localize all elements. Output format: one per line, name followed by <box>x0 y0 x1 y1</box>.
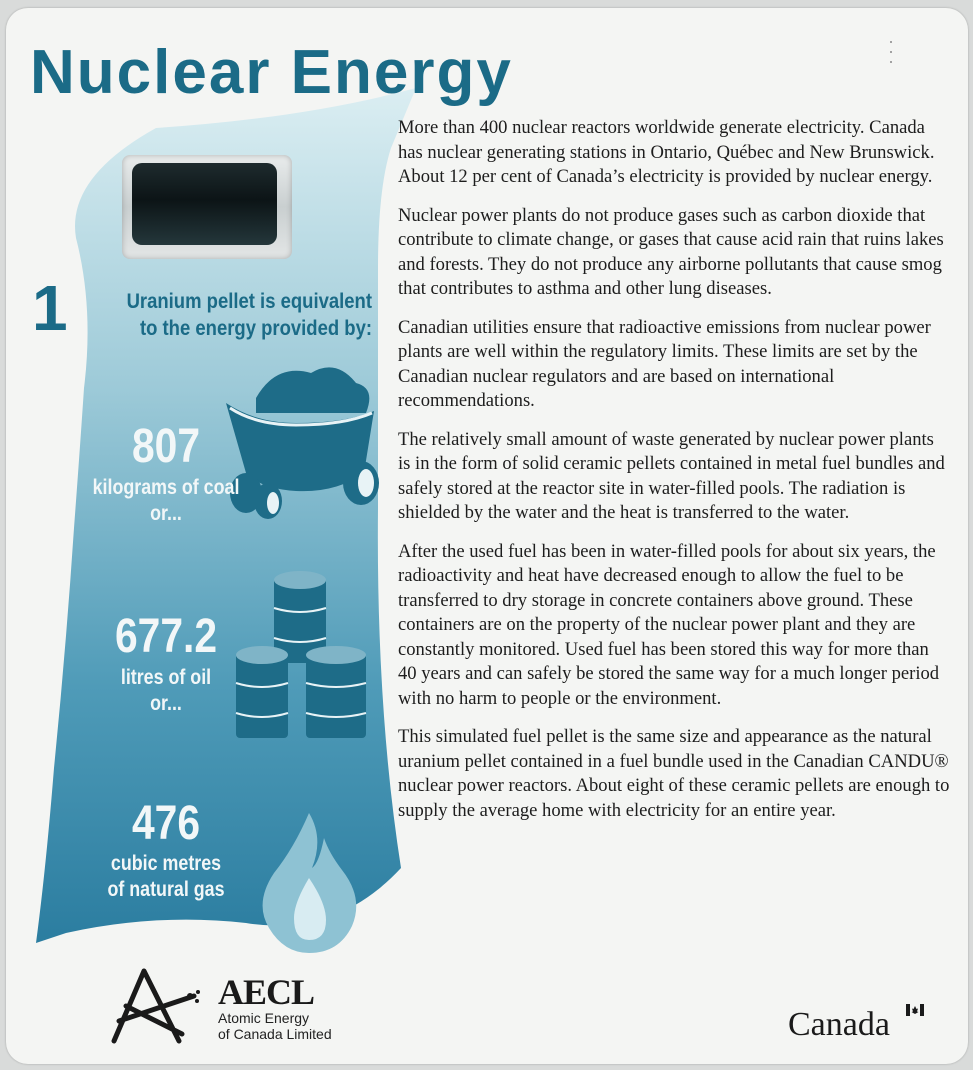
oil-barrels-icon <box>234 568 374 748</box>
paragraph-emissions: Nuclear power plants do not produce gases such as carbon dioxide that contribute to climate change, or gases that cause acid rain that ruins lakes and forests. They do not produce any airborne pollutants that cause smog that contributes to asthma and other lung diseases. <box>398 204 944 299</box>
coal-connector: or... <box>150 502 182 525</box>
aecl-logo-icon <box>104 966 209 1046</box>
canada-flag-icon <box>906 1004 924 1016</box>
paragraph-simulated-pellet: This simulated fuel pellet is the same size and appearance as the natural uranium pellet contained in a fuel bundle used in the Canadian CANDU® nuclear power reactors. About eight of these ceramic pellets are enough to supply the average home with electricity for an entire year. <box>398 726 950 821</box>
gas-unit-line1: cubic metres <box>110 852 222 875</box>
body-text-column <box>398 116 950 837</box>
oil-unit: litres of oil <box>120 666 212 689</box>
coal-value: 807 <box>131 420 201 473</box>
pellet-cylinder <box>132 163 277 245</box>
uranium-pellet-sample <box>122 155 292 259</box>
paragraph-dry-storage: After the used fuel has been in water-filled pools for about six years, the radioactivity and heat have decreased enough to allow the fuel to be transferred to dry storage in concrete containers above ground. These containers are on the property of the nuclear power plant and they are constantly monitored. Used fuel has been stored this way for more than 40 years and can safely be stored the same way for a much longer period with no harm to people or the environment. <box>398 540 940 709</box>
aecl-name-line2: of Canada Limited <box>218 1026 332 1042</box>
gas-flame-icon <box>254 808 364 958</box>
aecl-name <box>218 1010 332 1042</box>
aecl-name-line1: Atomic Energy <box>218 1010 310 1026</box>
pellet-count: 1 <box>32 272 68 344</box>
perforation-dots <box>888 38 894 68</box>
canada-wordmark: Canada <box>788 1006 890 1043</box>
poster-card <box>6 8 968 1064</box>
pellet-equivalent-text: Uranium pellet is equivalent to the energy provided by: <box>126 290 372 340</box>
page-title: Nuclear Energy <box>30 38 513 107</box>
paragraph-regulation: Canadian utilities ensure that radioactive emissions from nuclear power plants are well within the regulatory limits. These limits are set by the Canadian nuclear regulators and are based on international recommendations. <box>398 316 931 411</box>
oil-connector: or... <box>150 692 182 715</box>
paragraph-waste: The relatively small amount of waste generated by nuclear power plants is in the form of solid ceramic pellets contained in metal fuel bundles and safely stored at the reactor site in water-filled pools. The radiation is shielded by the water and the heat is transferred to the water. <box>398 428 945 523</box>
gas-unit-line2: of natural gas <box>107 878 225 901</box>
coal-unit: kilograms of coal <box>92 476 240 499</box>
paragraph-reactors: More than 400 nuclear reactors worldwide generate electricity. Canada has nuclear generating stations in Ontario, Québec and New Brunswick. About 12 per cent of Canada’s electricity is provided by nuclear energy. <box>398 117 935 187</box>
aecl-wordmark: AECL <box>218 972 315 1012</box>
oil-value: 677.2 <box>114 610 218 663</box>
gas-value: 476 <box>131 797 201 850</box>
